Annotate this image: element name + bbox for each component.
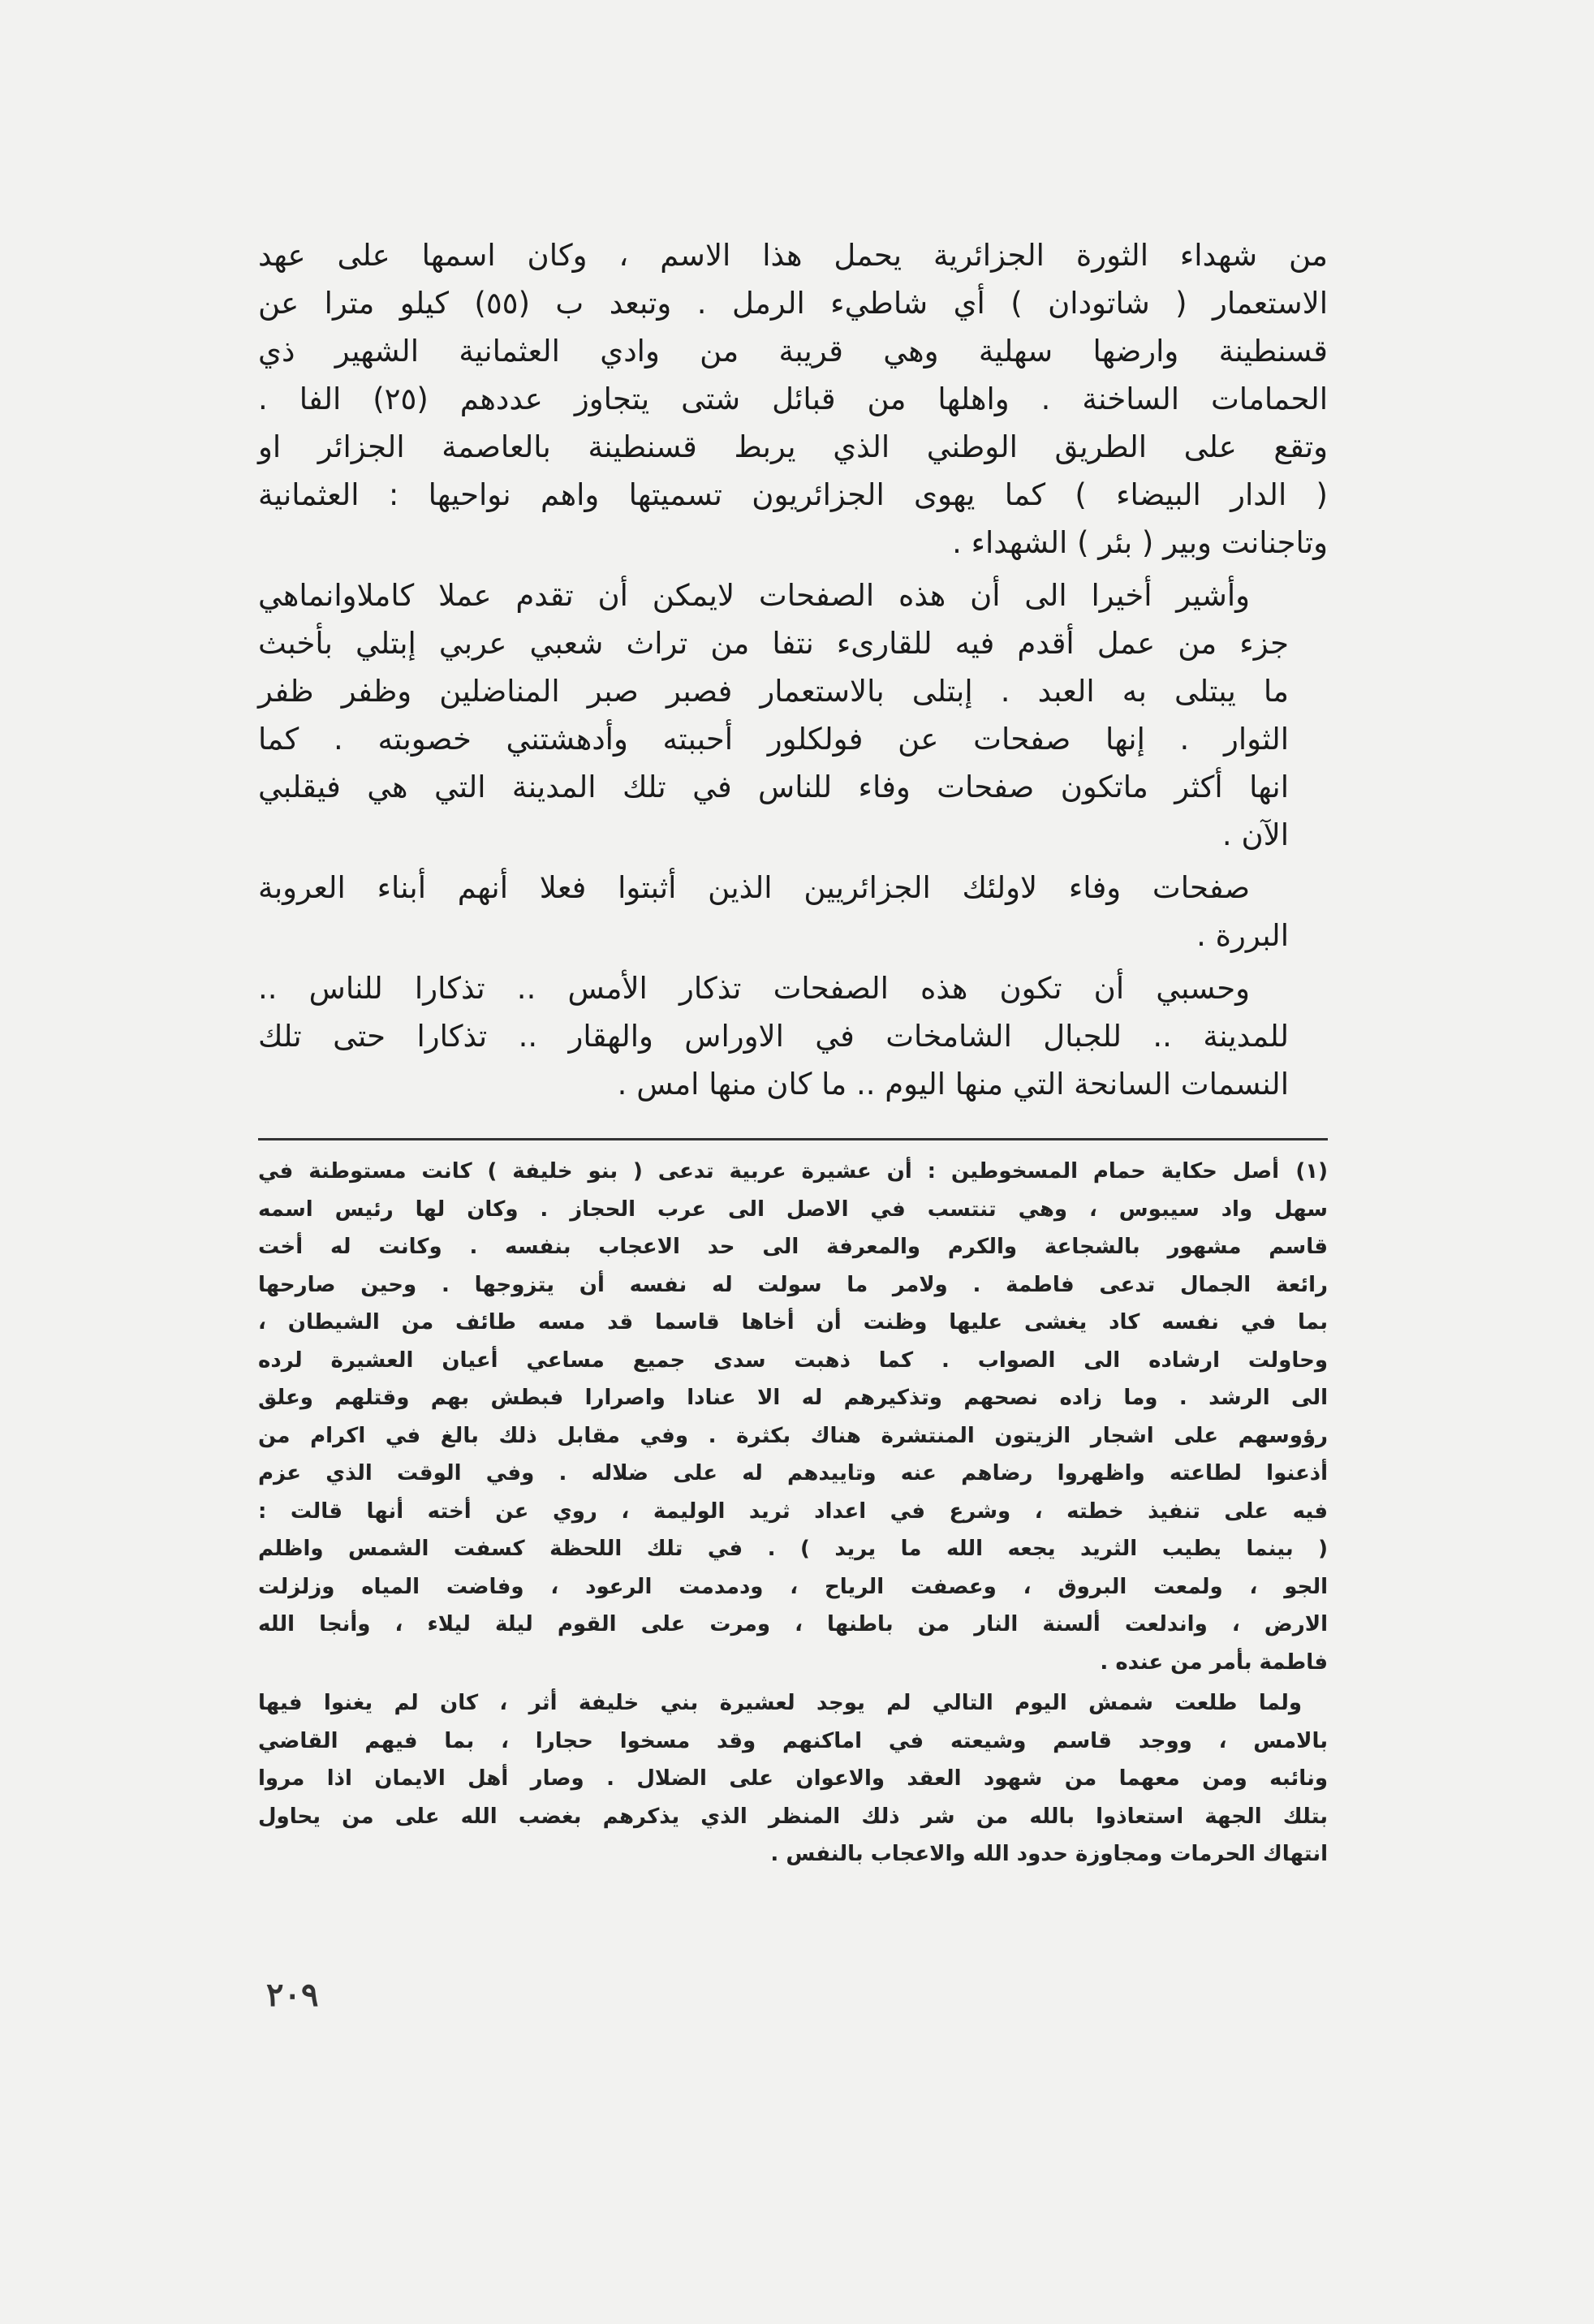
text-line: أصل حكاية حمام المسخوطين : أن عشيرة عربية تدعى ( بنو خليفة ) كانت مستوطنة في <box>258 1159 1279 1184</box>
text-line: بما في نفسه كاد يغشى عليها وظنت أن أخاها قاسما قد مسه طائف من الشيطان ، <box>258 1310 1328 1334</box>
text-line: الجو ، ولمعت البروق ، وعصفت الرياح ، ودمدمت الرعود ، وفاضت المياه وزلزلت <box>258 1574 1328 1599</box>
text-line: ولما طلعت شمش اليوم التالي لم يوجد لعشيرة بني خليفة أثر ، كان لم يغنوا فيها <box>258 1691 1302 1715</box>
footnote-paragraph-2 <box>258 1684 1328 1873</box>
text-line: من شهداء الثورة الجزائرية يحمل هذا الاسم ، وكان اسمها على عهد <box>258 238 1328 273</box>
text-line: سهل واد سيبوس ، وهي تنتسب في الاصل الى عرب الحجاز . وكان لها رئيس اسمه <box>258 1196 1328 1222</box>
text-line: بتلك الجهة استعاذوا بالله من شر ذلك المنظر الذي يذكرهم بغضب الله على من يحاول <box>258 1804 1328 1829</box>
text-line: جزء من عمل أقدم فيه للقارىء نتفا من تراث شعبي عربي إبتلي بأخبث <box>258 626 1289 661</box>
text-line: رؤوسهم على اشجار الزيتون المنتشرة هناك بكثرة . وفي مقابل ذلك بالغ في اكرام من <box>258 1423 1328 1448</box>
text-line: الارض ، واندلعت ألسنة النار من باطنها ، ومرت على القوم ليلة ليلاء ، وأنجا الله <box>258 1612 1328 1636</box>
text-line: انها أكثر ماتكون صفحات وفاء للناس في تلك المدينة التي هي فيقلبي <box>258 770 1289 804</box>
text-line: الثوار . إنها صفحات عن فولكلور أحببته وأدهشتني خصوبته . كما <box>258 722 1289 757</box>
text-line: أذعنوا لطاعته واظهروا رضاهم عنه وتاييدهم له على ضلاله . وفي الوقت الذي عزم <box>258 1461 1328 1485</box>
text-line: وتقع على الطريق الوطني الذي يربط قسنطينة بالعاصمة الجزائر او <box>258 429 1328 464</box>
text-line: فاطمة بأمر من عنده . <box>1100 1649 1328 1675</box>
text-line: ما يبتلى به العبد . إبتلى بالاستعمار فصبر صبر المناضلين وظفر ظفر <box>258 674 1289 709</box>
text-line: الآن . <box>1221 817 1289 852</box>
footnote-divider <box>258 1138 1328 1140</box>
text-line: البررة . <box>1196 918 1289 953</box>
text-line: وأشير أخيرا الى أن هذه الصفحات لايمكن أن تقدم عملا كاملاوانماهي <box>258 578 1250 613</box>
text-line: الى الرشد . وما زاده نصحهم وتذكيرهم له الا عنادا واصرارا فبطش بهم وقتلهم وعلق <box>258 1386 1328 1410</box>
paragraph-4 <box>258 964 1328 1108</box>
text-line: بالامس ، ووجد قاسم وشيعته في اماكنهم وقد مسخوا حجارا ، بما فيهم القاضي <box>258 1728 1328 1753</box>
text-line: انتهاك الحرمات ومجاوزة حدود الله والاعجاب بالنفس . <box>770 1842 1328 1866</box>
text-line: وحسبي أن تكون هذه الصفحات تذكار الأمس .. تذكارا للناس .. <box>258 971 1250 1006</box>
text-line: النسمات السانحة التي منها اليوم .. ما كان منها امس . <box>617 1067 1289 1102</box>
paragraph-1 <box>258 231 1328 567</box>
text-line: وتاجنانت وبير ( بئر ) الشهداء . <box>952 525 1328 560</box>
footnote-paragraph-1 <box>258 1153 1328 1681</box>
text-line: ونائبه ومن معهما من شهود العقد والاعوان على الضلال . وصار أهل الايمان اذا مروا <box>258 1766 1328 1791</box>
text-line: الاستعمار ( شاتودان ) أي شاطيء الرمل . وتبعد ب (٥٥) كيلو مترا عن <box>258 286 1328 321</box>
text-line: ( الدار البيضاء ) كما يهوى الجزائريون تسميتها واهم نواحيها : العثمانية <box>258 477 1328 512</box>
text-line: الحمامات الساخنة . واهلها من قبائل شتى يتجاوز عددهم (٢٥) الفا . <box>258 382 1328 416</box>
footnote-first-line <box>258 1153 1328 1191</box>
text-line: قاسم مشهور بالشجاعة والكرم والمعرفة الى حد الاعجاب بنفسه . وكانت له أخت <box>258 1235 1328 1259</box>
footnote-marker: (١) <box>1295 1159 1328 1184</box>
text-line: وحاولت ارشاده الى الصواب . كما ذهبت سدى جميع مساعي أعيان العشيرة لرده <box>258 1347 1328 1373</box>
text-line: للمدينة .. للجبال الشامخات في الاوراس والهقار .. تذكارا حتى تلك <box>258 1019 1289 1054</box>
text-line: قسنطينة وارضها سهلية وهي قريبة من وادي العثمانية الشهير ذي <box>258 334 1328 369</box>
page-number: ٢٠٩ <box>266 1976 319 2014</box>
paragraph-2 <box>258 571 1328 859</box>
text-line: ( بينما يطيب الثريد يجعه الله ما يريد ) . في تلك اللحظة كسفت الشمس واظلم <box>258 1537 1328 1561</box>
paragraph-3 <box>258 864 1328 959</box>
text-line: رائعة الجمال تدعى فاطمة . ولامر ما سولت له نفسه أن يتزوجها . وحين صارحها <box>258 1272 1328 1297</box>
text-line: فيه على تنفيذ خطته ، وشرع في اعداد ثريد الوليمة ، روي عن أخته أنها قالت : <box>258 1498 1328 1524</box>
footnote <box>258 1153 1328 1873</box>
main-body-text <box>258 231 1328 1108</box>
text-line: صفحات وفاء لاولئك الجزائريين الذين أثبتوا فعلا أنهم أبناء العروبة <box>258 870 1250 905</box>
